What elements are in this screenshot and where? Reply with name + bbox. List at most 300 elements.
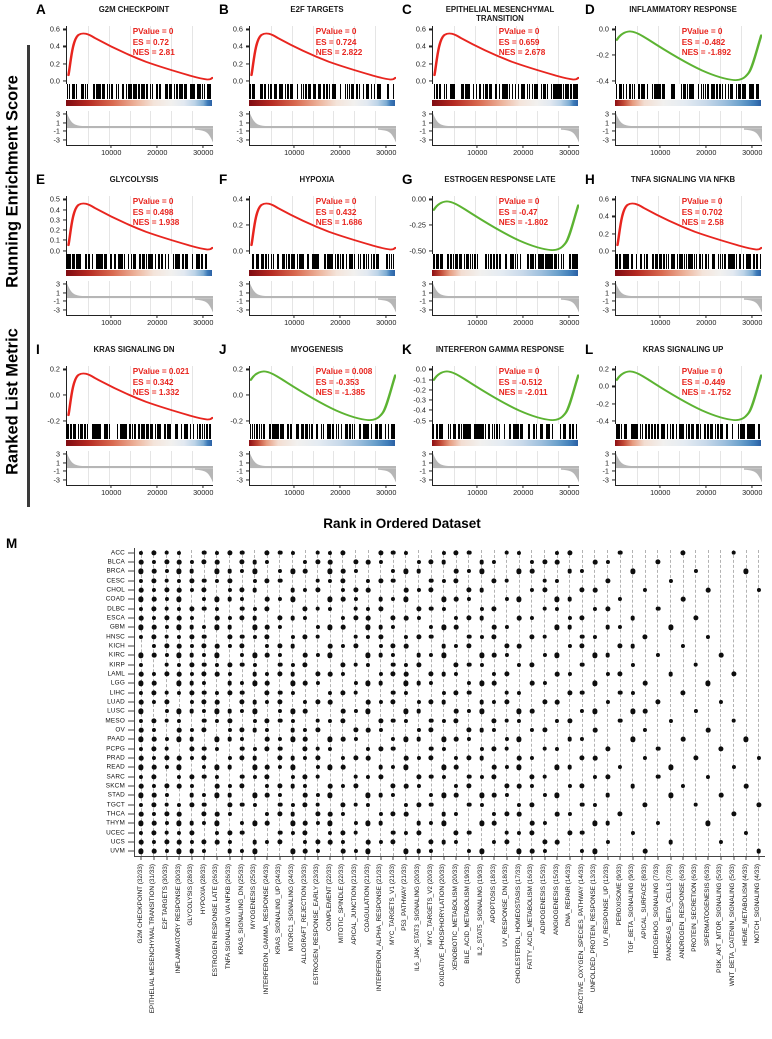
hit-tick [265,84,266,99]
hit-tick [496,254,497,269]
significance-dot [404,672,409,677]
significance-dot [631,831,635,835]
significance-dot [152,672,156,676]
significance-dot [290,812,295,817]
rank-tick-mark [203,315,204,318]
enrichment-score-axis [219,366,249,424]
column-tick-mark [746,856,747,860]
significance-dot [656,774,661,779]
hit-tick [173,254,174,269]
hit-tick [381,424,382,439]
dot-matrix-section [0,536,772,1039]
significance-dot [605,746,610,751]
significance-dot [139,579,143,583]
significance-dot [693,802,698,807]
hit-tick [705,84,706,99]
significance-dot [265,597,270,602]
pathway-label: TNFA SIGNALING VIA NFKB (26/33) [225,864,232,970]
hit-tick [171,84,172,99]
hit-tick [561,254,562,269]
hit-tick [433,254,434,269]
significance-dot [656,821,660,825]
hit-tick [366,254,367,269]
hit-tick [131,254,132,269]
significance-dot [202,821,206,825]
hit-tick [104,254,105,269]
x-tick-label: 20000 [330,318,351,327]
significance-dot [529,662,534,667]
hit-tick [681,84,682,99]
hit-tick [702,254,703,269]
hit-tick [517,424,518,439]
significance-dot [240,709,244,713]
hit-tick [128,254,129,269]
hit-tick [320,84,321,99]
significance-dot [479,663,483,667]
significance-dot [189,830,194,835]
significance-dot [152,625,157,630]
hit-tick [461,424,462,439]
hit-tick [352,254,353,269]
significance-dot [340,802,345,807]
column-tick-mark [153,856,154,860]
hit-tick [714,84,715,99]
hit-tick [732,84,733,99]
hit-tick [69,84,70,99]
hit-tick [143,424,144,439]
significance-dot [492,728,496,732]
significance-dot [593,588,598,593]
hit-tick [301,84,302,99]
hit-tick [182,84,183,99]
hit-tick [292,84,293,99]
gene-hit-barcode [66,424,212,439]
significance-dot [177,803,181,807]
significance-dot [189,653,194,658]
gsea-panel [402,174,585,344]
hit-tick [752,424,753,439]
hit-tick [340,254,341,269]
significance-dot [353,690,358,695]
hit-tick [332,84,333,99]
significance-dot [189,578,194,583]
hit-tick [278,254,279,269]
es-tick-label: -0.4 [596,416,609,426]
hit-tick [131,84,132,99]
hit-tick [539,254,540,269]
significance-dot [403,681,408,686]
significance-dot [467,774,472,779]
significance-dot [164,849,168,853]
significance-dot [416,756,420,760]
hit-tick [740,254,741,269]
rank-tick-mark [569,485,570,488]
significance-dot [366,607,370,611]
enrichment-score-plot [66,366,213,424]
significance-dot [353,559,358,564]
significance-dot [618,690,623,695]
hit-tick [480,424,481,439]
hit-tick [748,424,749,439]
significance-dot [391,615,396,620]
metric-tick-label: 3 [421,449,426,459]
column-tick-mark [557,856,558,860]
stats-block [682,27,731,59]
significance-dot [278,793,282,797]
hit-tick [301,254,302,269]
hit-tick [200,424,201,439]
column-gridline [229,550,230,856]
hit-tick [535,254,536,269]
significance-dot [416,569,421,574]
metric-tick-label: -1 [53,126,60,136]
significance-dot [492,578,497,583]
hit-tick [725,84,726,99]
rank-axis-ticks [249,148,395,158]
hit-tick [86,254,87,269]
hit-tick [121,254,122,269]
hit-tick [109,424,110,439]
metric-tick-label: 3 [55,279,60,289]
hit-tick [485,84,486,99]
significance-dot [278,653,282,657]
significance-dot [542,653,546,657]
hit-tick [198,254,199,269]
pvalue-label: PValue = 0 [498,197,540,206]
enrichment-score-axis [219,26,249,84]
hit-tick [297,254,298,269]
cancer-type-label: LIHC [109,689,125,697]
significance-dot [542,699,547,704]
hit-tick [207,84,208,99]
hit-tick [758,424,759,439]
x-tick-label: 30000 [742,148,763,157]
hit-tick [618,424,619,439]
hit-tick [538,254,539,269]
significance-dot [505,653,509,657]
hit-tick [437,424,438,439]
hit-tick [192,254,193,269]
significance-dot [568,616,572,620]
hit-tick [543,254,544,269]
hit-tick [371,254,372,269]
rank-tick-mark [157,315,158,318]
hit-tick [276,84,277,99]
significance-dot [378,765,383,770]
column-tick-mark [456,856,457,860]
significance-dot [265,728,269,732]
hit-tick [500,254,501,269]
significance-dot [668,840,673,845]
metric-tick-label: 3 [55,109,60,119]
pathway-label: MITOTIC_SPINDLE (22/33) [338,864,346,944]
hit-tick [440,424,441,439]
hit-tick [470,424,471,439]
hit-tick [368,254,369,269]
hit-tick [523,84,524,99]
hit-tick [546,254,547,269]
significance-dot [328,644,333,649]
hit-tick [536,84,537,99]
hit-tick [570,424,571,439]
gene-hit-barcode [66,254,212,269]
metric-tick-label: 1 [55,118,60,128]
hit-tick [152,84,153,99]
significance-dot [517,616,522,621]
hit-tick [198,84,199,99]
significance-dot [479,803,483,807]
hit-tick [104,424,105,439]
significance-dot [719,793,724,798]
pathway-label: IL2_STAT5_SIGNALING (19/33) [477,864,484,956]
pathway-axis-labels [134,862,764,1038]
panel-letter: J [219,342,227,357]
significance-dot [542,839,547,844]
column-tick-mark [720,856,721,860]
significance-dot [303,616,307,620]
hit-tick [123,84,124,99]
x-tick-label: 10000 [284,318,305,327]
significance-dot [240,830,245,835]
significance-dot [416,849,421,854]
rank-axis-ticks [432,488,578,498]
x-tick-label: 10000 [650,488,671,497]
significance-dot [277,699,282,704]
significance-dot [202,849,206,853]
hit-tick [360,254,361,269]
metric-tick-label: -3 [236,475,243,485]
stats-block [499,367,548,399]
hit-tick [269,424,270,439]
significance-dot [315,718,320,723]
significance-dot [214,597,219,602]
pathway-label: P53_PATHWAY (21/33) [401,864,409,931]
significance-dot [177,588,182,593]
hit-tick [303,424,304,439]
hit-tick [176,84,177,99]
hit-tick [274,424,275,439]
rank-tick-mark [386,315,387,318]
hit-tick [262,84,263,99]
hit-tick [494,424,495,439]
hit-tick [716,84,717,99]
x-tick-label: 20000 [696,488,717,497]
significance-dot [378,821,383,826]
hit-tick [75,424,76,439]
hit-tick [564,424,565,439]
significance-dot [492,634,497,639]
significance-dot [290,681,295,686]
hit-tick [315,84,316,99]
cancer-type-label: THYM [106,819,125,827]
x-tick-label: 10000 [101,148,122,157]
significance-dot [530,569,535,574]
column-tick-mark [342,856,343,860]
significance-dot [190,700,194,704]
significance-dot [378,634,383,639]
significance-dot [353,709,357,713]
significance-dot [227,709,232,714]
hit-tick [374,84,375,99]
hit-tick [323,424,324,439]
ranked-metric-plot [249,281,396,316]
significance-dot [479,775,483,779]
significance-dot [479,756,484,761]
significance-dot [731,765,735,769]
hit-tick [468,84,469,99]
significance-dot [454,550,459,555]
significance-dot [504,643,509,648]
metric-tick-label: -3 [602,305,609,315]
significance-dot [442,579,446,583]
x-tick-label: 30000 [376,488,397,497]
x-tick-label: 10000 [650,318,671,327]
significance-dot [416,616,420,620]
stats-block [133,367,190,399]
significance-dot [303,793,308,798]
metric-tick-label: 1 [55,458,60,468]
significance-dot [505,625,509,629]
hit-tick [301,424,302,439]
hit-tick [448,424,449,439]
hit-tick [658,84,659,99]
significance-dot [479,635,483,639]
significance-dot [378,774,383,779]
significance-dot [567,830,572,835]
cancer-type-label: UCS [110,838,125,846]
hit-tick [148,424,149,439]
significance-dot [655,559,660,564]
significance-dot [593,803,597,807]
hit-tick [692,424,693,439]
significance-dot [467,569,471,573]
significance-dot [681,737,686,742]
ranked-metric-plot [432,451,579,486]
hit-tick [664,424,665,439]
significance-dot [139,821,144,826]
hit-tick [712,424,713,439]
rank-axis-ticks [249,488,395,498]
hit-tick [71,424,72,439]
metric-tick-label: -3 [602,135,609,145]
rank-tick-mark [523,315,524,318]
hit-tick [359,84,360,99]
significance-dot [567,718,572,723]
significance-dot [240,662,245,667]
significance-dot [215,700,220,705]
rank-color-band [615,440,761,446]
significance-dot [328,747,332,751]
hit-tick [459,424,460,439]
significance-dot [202,793,206,797]
pathway-label: HEME_METABOLISM (4/33) [741,864,749,946]
cancer-type-label: KIRP [109,661,125,669]
hit-tick [552,254,553,269]
significance-dot [227,793,232,798]
hit-tick [468,254,469,269]
cancer-type-label: UVM [110,847,125,855]
es-tick-label: 0.2 [598,364,609,374]
significance-dot [391,811,396,816]
rank-tick-mark [660,485,661,488]
nes-label: NES = 2.81 [132,48,175,58]
hit-tick [559,84,560,99]
hit-tick [527,84,528,99]
stats-block [133,27,175,59]
significance-dot [340,550,345,555]
hit-tick [349,424,350,439]
pathway-label: UNFOLDED_PROTEIN_RESPONSE (13/33) [590,864,598,993]
es-tick-label: 0.0 [415,76,426,86]
stats-block [316,197,363,229]
rank-axis-ticks [66,488,212,498]
significance-dot [643,588,647,592]
significance-dot [340,830,345,835]
significance-dot [454,625,459,630]
pathway-label: WNT_BETA_CATENIN_SIGNALING (5/33) [729,864,736,987]
hit-tick [552,424,553,439]
hit-tick [450,424,451,439]
hit-tick [69,254,70,269]
hit-tick [463,84,464,99]
metric-tick-label: -3 [419,475,426,485]
hit-tick [133,84,134,99]
column-tick-mark [670,856,671,860]
cancer-type-label: DLBC [107,605,125,613]
hit-tick [144,254,145,269]
hit-tick [455,254,456,269]
hit-tick [330,254,331,269]
significance-dot [265,737,270,742]
significance-dot [504,578,509,583]
hit-tick [549,424,550,439]
hit-tick [664,84,665,99]
hit-tick [459,254,460,269]
hit-tick [122,424,123,439]
es-tick-label: 0.2 [49,364,60,374]
pathway-label: INTERFERON_GAMMA_RESPONSE (24/33) [262,864,270,995]
column-gridline [708,550,709,856]
column-tick-mark [254,856,255,860]
significance-dot [404,663,408,667]
significance-dot [479,793,484,798]
hit-tick [628,254,629,269]
significance-dot [214,737,219,742]
significance-dot [429,634,434,639]
hit-tick [258,254,259,269]
significance-dot [303,634,308,639]
significance-dot [492,812,496,816]
significance-dot [252,700,257,705]
significance-dot [731,671,736,676]
hit-tick [97,254,98,269]
es-label: ES = 0.72 [132,37,169,47]
significance-dot [694,569,698,573]
column-gridline [733,550,734,856]
significance-dot [152,821,157,826]
hit-tick [720,84,721,99]
hit-tick [441,254,442,269]
pathway-label: SPERMATOGENESIS (6/33) [703,864,711,947]
significance-dot [467,849,471,853]
hit-tick [143,84,144,99]
significance-dot [366,840,371,845]
hit-tick [102,254,103,269]
hit-tick [343,254,344,269]
ranked-metric-axis [219,111,249,145]
metric-tick-label: -1 [602,126,609,136]
metric-tick-label: 1 [55,288,60,298]
